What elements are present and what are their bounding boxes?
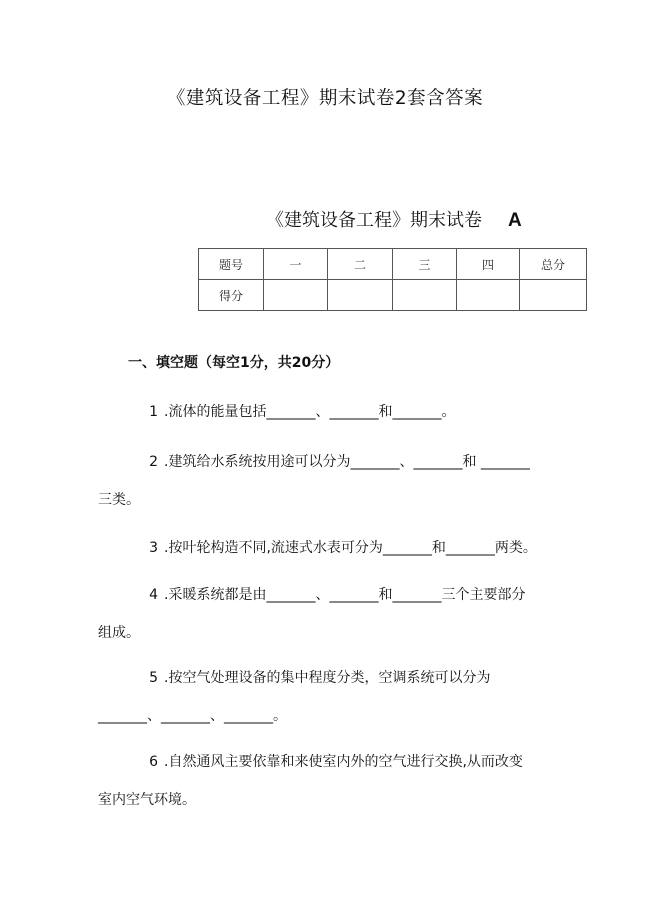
score-cell: [520, 280, 587, 311]
score-table: [198, 248, 587, 311]
question-text: .自然通风主要依靠和来使室内外的空气进行交换,从而改变: [164, 754, 523, 770]
question-number: 6: [149, 754, 158, 770]
exam-label: A: [508, 210, 522, 231]
question-1: [98, 393, 558, 431]
score-header-cell: 一: [264, 249, 328, 280]
question-number: 2: [149, 454, 158, 470]
question-text-continued: 组成。: [98, 625, 140, 641]
score-cell: [328, 280, 393, 311]
question-text-continued: _______、_______、_______。: [98, 708, 287, 724]
question-3: [98, 529, 558, 567]
score-header-cell: 总分: [520, 249, 587, 280]
exam-title-text: 《建筑设备工程》期末试卷: [266, 210, 482, 231]
exam-title: [266, 206, 522, 232]
score-header-cell: 题号: [199, 249, 264, 280]
score-header-cell: 二: [328, 249, 393, 280]
score-row-label: 得分: [199, 280, 264, 311]
question-text: .建筑给水系统按用途可以分为_______、_______和 _______: [164, 454, 530, 470]
question-6: [98, 743, 558, 819]
score-cell: [264, 280, 328, 311]
question-text: .采暖系统都是由_______、_______和_______三个主要部分: [164, 587, 526, 603]
question-number: 4: [149, 587, 158, 603]
score-header-cell: 四: [457, 249, 520, 280]
question-number: 3: [149, 540, 158, 556]
question-text: .按空气处理设备的集中程度分类，空调系统可以分为: [164, 670, 491, 686]
question-2: [98, 443, 558, 519]
question-number: 1: [149, 404, 158, 420]
question-number: 5: [149, 670, 158, 686]
score-header-cell: 三: [393, 249, 457, 280]
score-table-score-row: [199, 280, 587, 311]
question-text-continued: 三类。: [98, 492, 140, 508]
section-heading: 一、填空题（每空1分，共20分）: [128, 355, 340, 371]
question-text-continued: 室内空气环境。: [98, 792, 196, 808]
score-cell: [393, 280, 457, 311]
score-cell: [457, 280, 520, 311]
question-4: [98, 576, 558, 652]
question-text: .流体的能量包括_______、_______和_______。: [164, 404, 456, 420]
question-5: [98, 659, 558, 735]
document-title: 《建筑设备工程》期末试卷2套含答案: [166, 88, 484, 109]
score-table-header-row: [199, 249, 587, 280]
question-text: .按叶轮构造不同,流速式水表可分为_______和_______两类。: [164, 540, 537, 556]
